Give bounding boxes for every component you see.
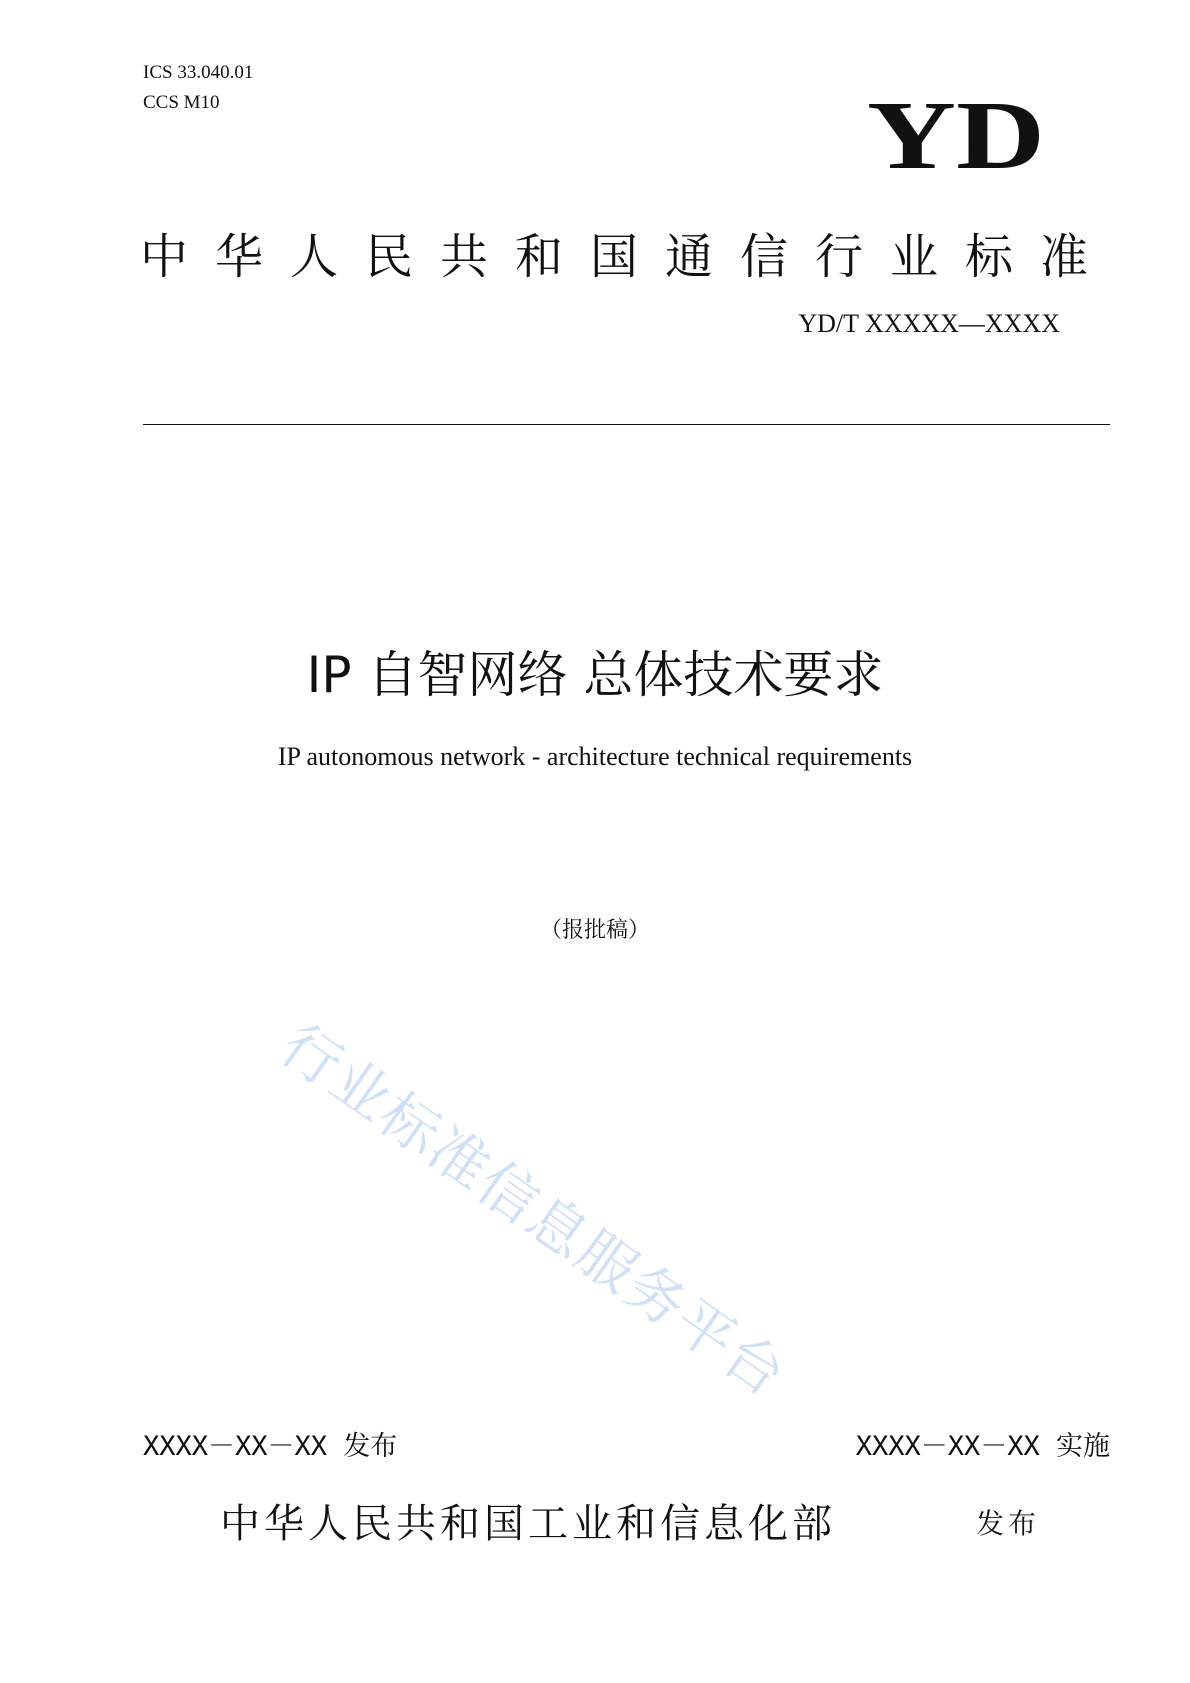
yd-logo	[865, 78, 1047, 182]
watermark: 行业标准信息服务平台	[268, 1010, 800, 1411]
publisher: 中华人民共和国工业和信息化部	[220, 1501, 836, 1547]
publisher-suffix: 发布	[976, 1507, 1041, 1540]
implement-date: XXXX－XX－XX 实施	[855, 1431, 1110, 1462]
yd-logo-text: YD	[867, 82, 1045, 182]
document-title-en: IP autonomous network - architecture technical requirements	[277, 742, 913, 771]
draft-status: （报批稿）	[539, 918, 650, 943]
classification-codes	[143, 58, 253, 118]
ccs-code: CCS M10	[143, 92, 220, 113]
standard-category: 中华人民共和国通信行业标准	[140, 229, 1116, 285]
divider-line	[143, 424, 1110, 425]
publish-date: XXXX－XX－XX 发布	[143, 1431, 398, 1462]
standard-number: YD/T XXXXX—XXXX	[798, 309, 1060, 338]
document-title-cn: IP 自智网络 总体技术要求	[306, 646, 884, 704]
ics-code: ICS 33.040.01	[143, 62, 254, 83]
